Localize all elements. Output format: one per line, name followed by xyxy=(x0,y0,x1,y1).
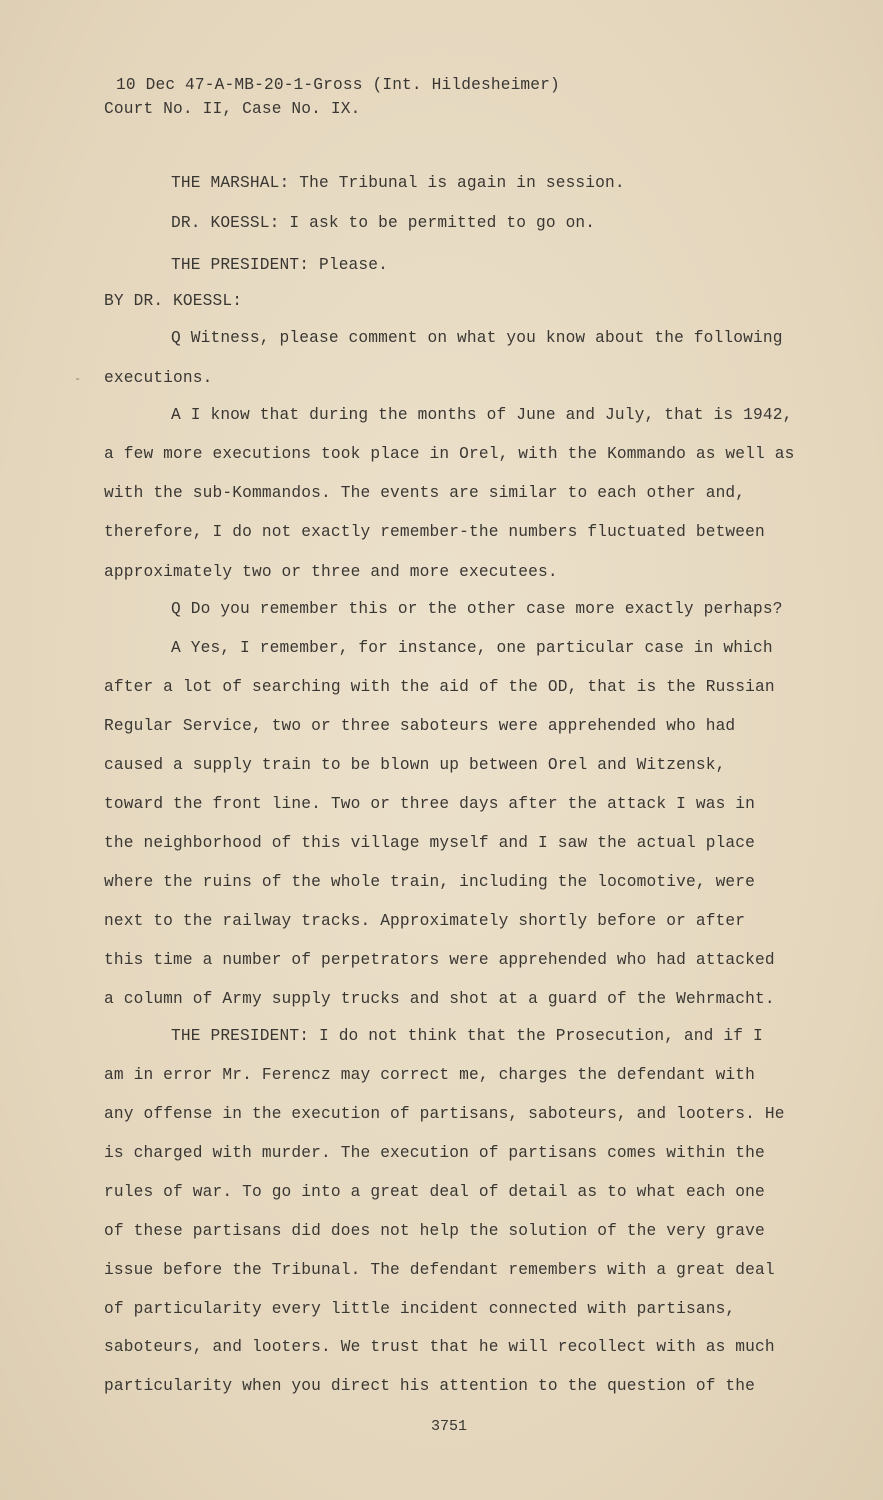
president-statement-line: rules of war. To go into a great deal of detail as to what each one xyxy=(104,1183,765,1201)
question-line: Q Do you remember this or the other case more exactly perhaps? xyxy=(171,600,783,618)
president-statement-line: of these partisans did does not help the solution of the very grave xyxy=(104,1222,765,1240)
speaker-heading: BY DR. KOESSL: xyxy=(104,292,243,310)
answer-line: a few more executions took place in Orel, with the Kommando as well as xyxy=(104,445,795,463)
answer-line: this time a number of perpetrators were apprehended who had attacked xyxy=(104,951,775,969)
president-statement-line: particularity when you direct his attention to the question of the xyxy=(104,1377,756,1395)
answer-line: approximately two or three and more executees. xyxy=(104,563,558,581)
marshal-line: THE MARSHAL: The Tribunal is again in session. xyxy=(171,174,625,192)
page-number: 3751 xyxy=(431,1418,468,1435)
president-statement-line: issue before the Tribunal. The defendant remembers with a great deal xyxy=(104,1261,775,1279)
answer-line: next to the railway tracks. Approximately shortly before or after xyxy=(104,912,746,930)
president-statement-line: am in error Mr. Ferencz may correct me, charges the defendant with xyxy=(104,1066,756,1084)
answer-line: A I know that during the months of June and July, that is 1942, xyxy=(171,406,793,424)
answer-line: the neighborhood of this village myself and I saw the actual place xyxy=(104,834,756,852)
answer-line: therefore, I do not exactly remember-the numbers fluctuated between xyxy=(104,523,765,541)
president-statement-line: THE PRESIDENT: I do not think that the Prosecution, and if I xyxy=(171,1027,763,1045)
president-statement-line: of particularity every little incident connected with partisans, xyxy=(104,1300,736,1318)
answer-line: Regular Service, two or three saboteurs were apprehended who had xyxy=(104,717,736,735)
president-statement-line: saboteurs, and looters. We trust that he will recollect with as much xyxy=(104,1338,775,1356)
answer-line: after a lot of searching with the aid of the OD, that is the Russian xyxy=(104,678,775,696)
header-line-2: Court No. II, Case No. IX. xyxy=(104,100,361,118)
president-statement-line: any offense in the execution of partisans, saboteurs, and looters. He xyxy=(104,1105,785,1123)
margin-mark: - xyxy=(74,372,82,386)
answer-line: where the ruins of the whole train, including the locomotive, were xyxy=(104,873,756,891)
president-please-line: THE PRESIDENT: Please. xyxy=(171,256,389,274)
answer-line: A Yes, I remember, for instance, one particular case in which xyxy=(171,639,773,657)
answer-line: toward the front line. Two or three days after the attack I was in xyxy=(104,795,756,813)
header-line-1: 10 Dec 47-A-MB-20-1-Gross (Int. Hildesheimer) xyxy=(116,76,560,94)
question-line: Q Witness, please comment on what you know about the following xyxy=(171,329,783,347)
answer-line: with the sub-Kommandos. The events are similar to each other and, xyxy=(104,484,746,502)
answer-line: caused a supply train to be blown up between Orel and Witzensk, xyxy=(104,756,726,774)
koessl-request-line: DR. KOESSL: I ask to be permitted to go on. xyxy=(171,214,596,232)
answer-line: a column of Army supply trucks and shot at a guard of the Wehrmacht. xyxy=(104,990,775,1008)
question-line: executions. xyxy=(104,369,213,387)
president-statement-line: is charged with murder. The execution of partisans comes within the xyxy=(104,1144,765,1162)
